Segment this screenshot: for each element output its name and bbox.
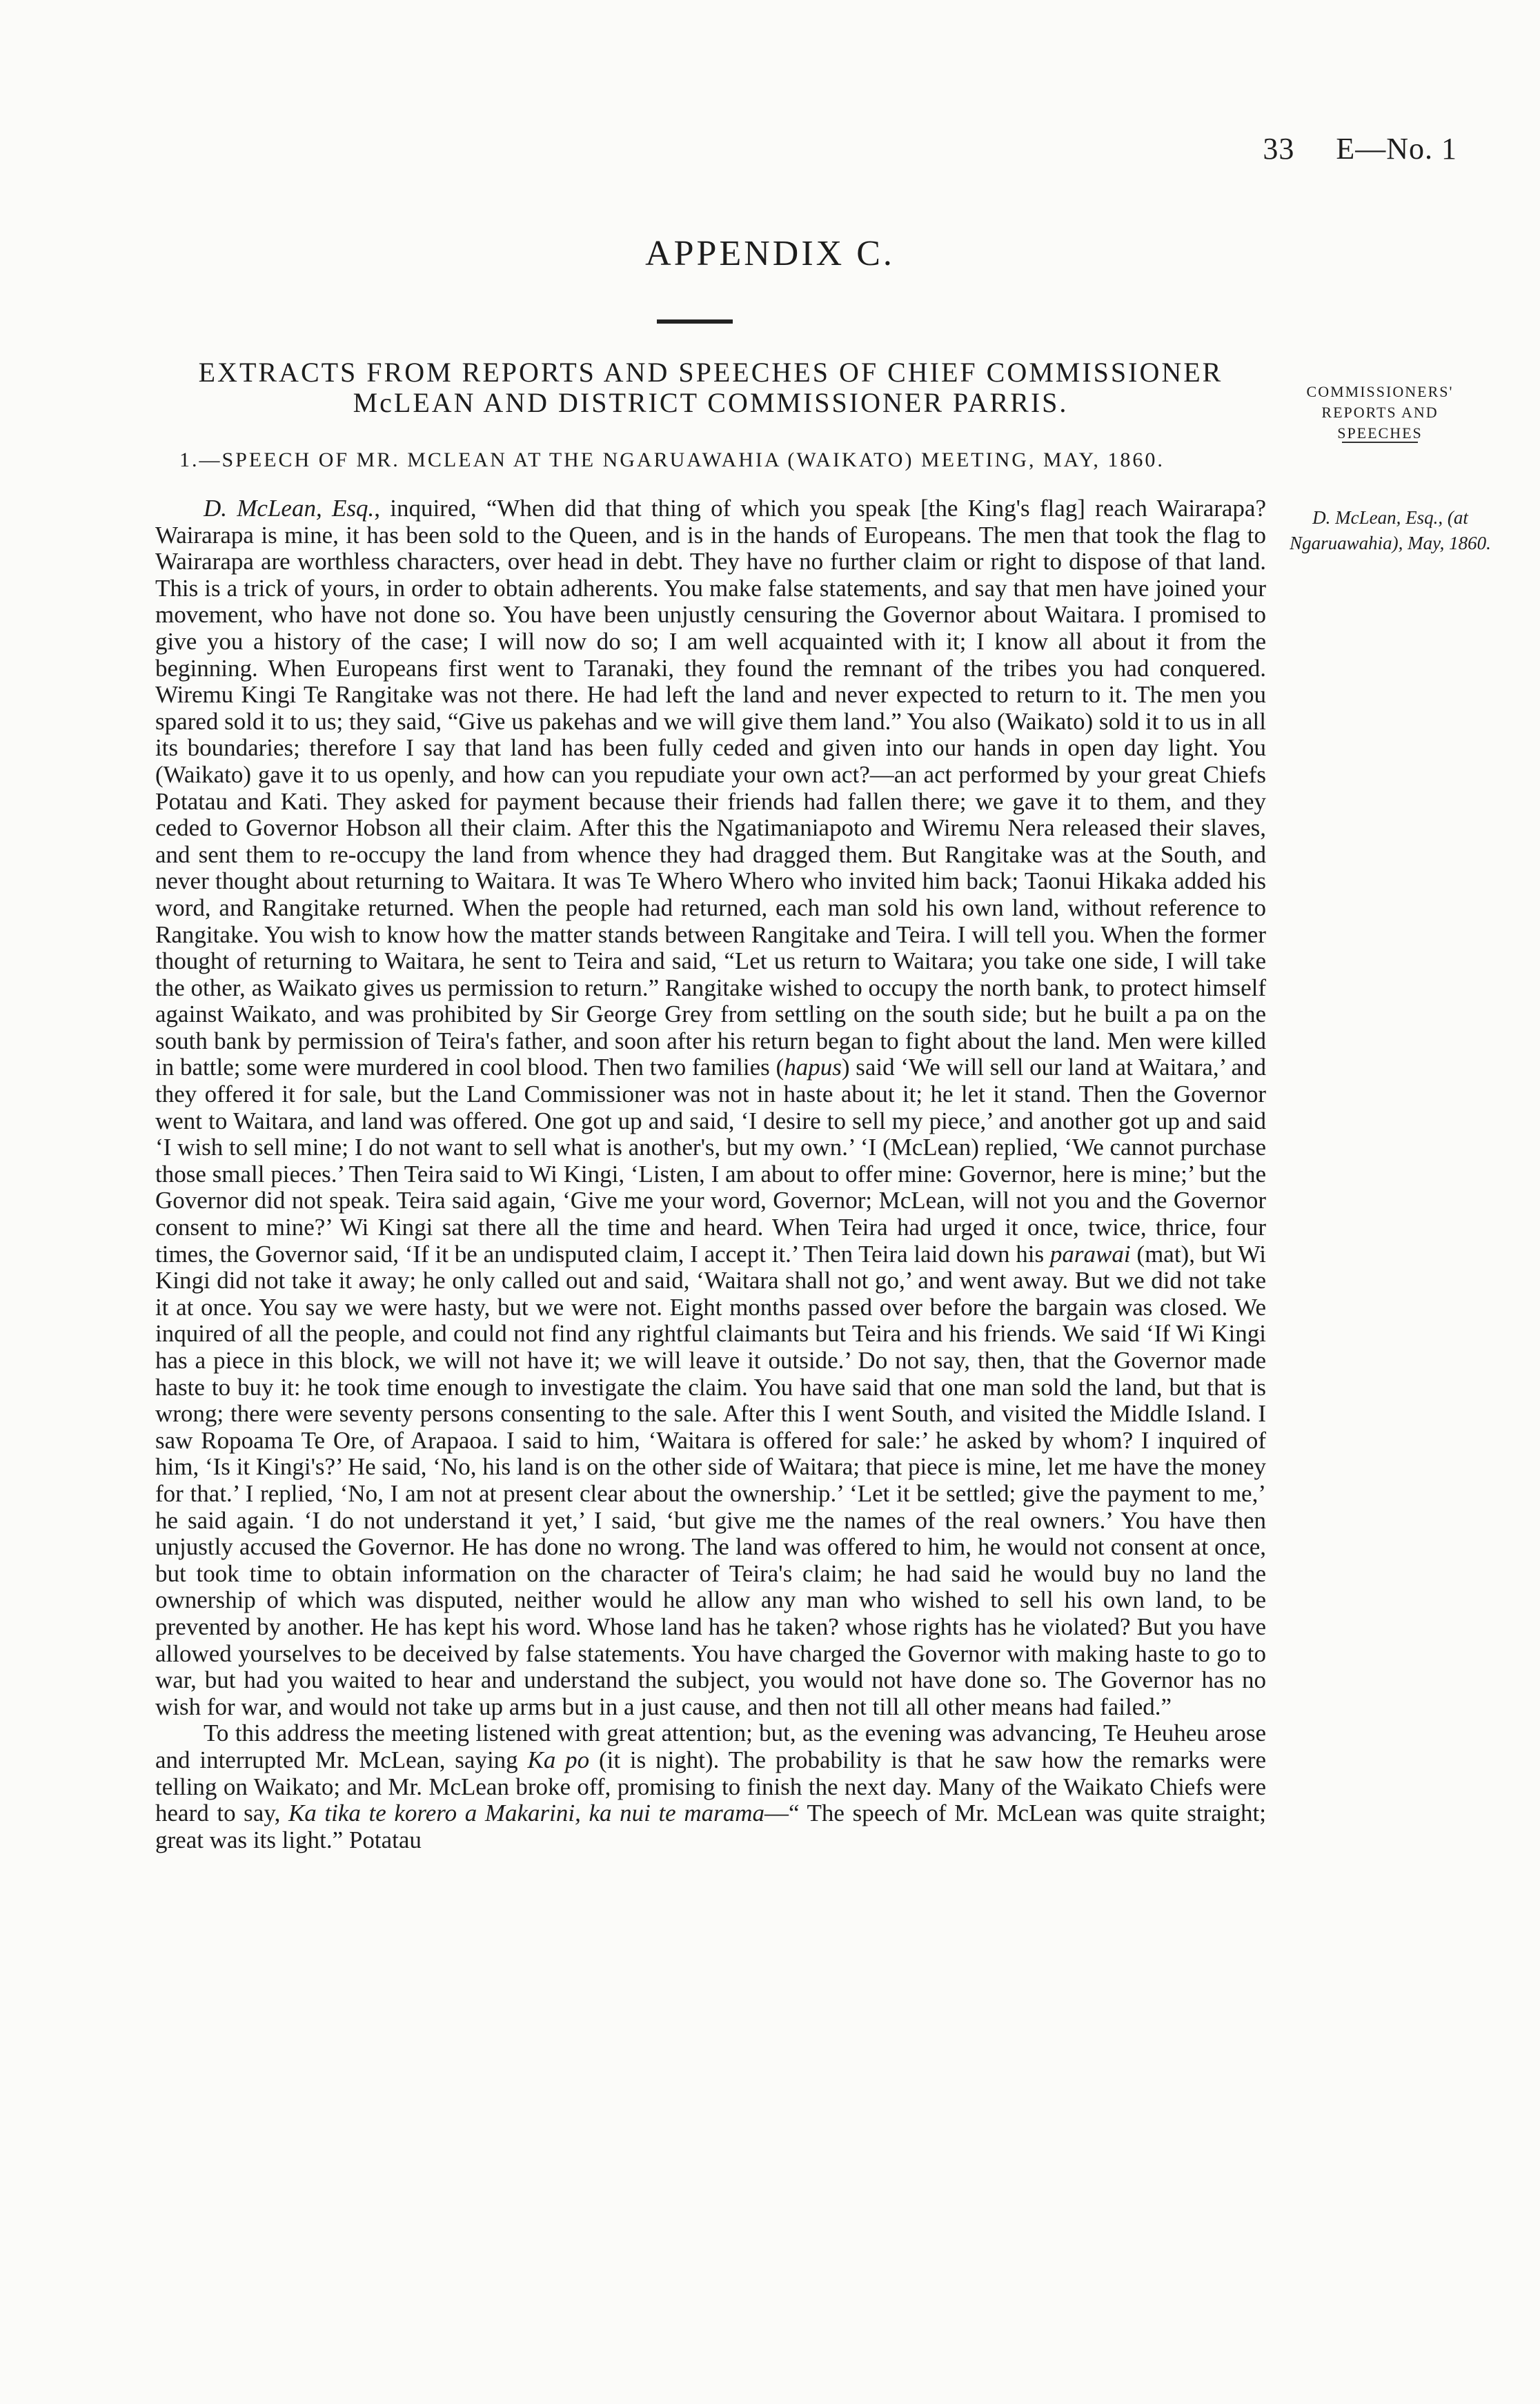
term-parawai: parawai — [1049, 1240, 1131, 1268]
side-heading-rule — [1342, 442, 1418, 443]
paragraph-2-text-c: —“ The speech of Mr. McLean was quite straight; great was its light.” Potatau — [155, 1800, 1266, 1853]
paragraph-2-text-a: To this address the meeting listened with great attention; but, as the evening was advancing, Te Heuheu arose and interrupted Mr. McLean, saying — [155, 1720, 1266, 1773]
maori-quote: Ka tika te korero a Makarini, ka nui te marama — [288, 1800, 765, 1827]
side-heading: COMMISSIONERS' REPORTS AND SPEECHES — [1306, 383, 1454, 442]
paragraph-1-text-b: ) said ‘We will sell our land at Waitara,’ and they offered it for sale, but the Land Commissioner was not in haste about it; he let it stand. Then the Governor went to Waitara, and land was offered. One got up and said, ‘I desire to sell my piece,’ and another got up and said ‘I wish to sell mine; I do not want to sell what is another's, but my own.’ ‘I (McLean) replied, ‘We cannot purchase those small pieces.’ Then Teira said to Wi Kingi, ‘Listen, I am about to offer mine: Governor, here is mine;’ but the Governor did not speak. Teira said again, ‘Give me your word, Governor; McLean, will not you and the Governor consent to mine?’ Wi Kingi sat there all the time and heard. When Teira had urged it once, twice, thrice, four times, the Governor said, ‘If it be an undisputed claim, I accept it.’ Then Teira laid down his — [155, 1054, 1266, 1268]
speaker-name: D. McLean, Esq. — [204, 495, 375, 522]
document-subheading: EXTRACTS FROM REPORTS AND SPEECHES OF CHIEF COMMISSIONER McLEAN AND DISTRICT COMMISSIONER PARRIS. — [198, 357, 1223, 418]
section-title: 1.—SPEECH OF MR. MCLEAN AT THE NGARUAWAHIA (WAIKATO) MEETING, MAY, 1860. — [179, 449, 1165, 471]
page-number: 33 — [1263, 132, 1295, 166]
margin-note: D. McLean, Esq., (at Ngaruawahia), May, 1860. — [1290, 507, 1491, 553]
paragraph-1-text-a: , inquired, “When did that thing of which you speak [the King's flag] reach Wairarapa? Wairarapa is mine, it has been sold to the Queen, and is in the hands of Europeans. The men that took the flag to Wairarapa are worthless characters, over head in debt. They have no further claim or right to dispose of that land. This is a trick of yours, in order to obtain adherents. You make false statements, and say that men have joined your movement, who have not done so. You have been unjustly censuring the Governor about Waitara. I promised to give you a history of the case; I will now do so; I am well acquainted with it; I know all about it from the beginning. When Europeans first went to Taranaki, they found the remnant of the tribes you had conquered. Wiremu Kingi Te Rangitake was not there. He had left the land and never expected to return to it. The men you spared sold it to us; they said, “Give us pakehas and we will give them land.” You also (Waikato) sold it to us in all its boundaries; therefore I say that land has been fully ceded and given into our hands in open day light. You (Waikato) gave it to us openly, and how can you repudiate your own act?—an act performed by your great Chiefs Potatau and Kati. They asked for payment because their friends had fallen there; we gave it to them, and they ceded to Governor Hobson all their claim. After this the Ngatimaniapoto and Wiremu Nera released their slaves, and sent them to re-occupy the land from whence they had dragged them. But Rangitake was at the South, and never thought about returning to Waitara. It was Te Whero Whero who invited him back; Taonui Hikaka added his word, and Rangitake returned. When the people had returned, each man sold his own land, without reference to Rangitake. You wish to know how the matter stands between Rangitake and Teira. I will tell you. When the former thought of returning to Waitara, he sent to Teira and said, “Let us return to Waitara; you take one side, I will take the other, as Waikato gives us permission to return.” Rangitake wished to occupy the north bank, to protect himself against Waikato, and was prohibited by Sir George Grey from settling on the south side; but he built a pa on the south bank by permission of Teira's father, and soon after his return began to fight about the land. Men were killed in battle; some were murdered in cool blood. Then two families ( — [155, 495, 1266, 1081]
page-header — [1221, 131, 1457, 166]
title-rule — [657, 319, 733, 324]
appendix-title: APPENDIX C. — [645, 234, 895, 273]
paragraph-1-text-c: (mat), but Wi Kingi did not take it away; he only called out and said, ‘Waitara shall not go,’ and went away. But we did not take it at once. You say we were hasty, but we were not. Eight months passed over before the bargain was closed. We inquired of all the people, and could not find any rightful claimants but Teira and his friends. We said ‘If Wi Kingi has a piece in this block, we will not have it; we will leave it outside.’ Do not say, then, that the Governor made haste to buy it: he took time enough to investigate the claim. You have said that one man sold the land, but that is wrong; there were seventy persons consenting to the sale. After this I went South, and visited the Middle Island. I saw Ropoama Te Ore, of Arapaoa. I said to him, ‘Waitara is offered for sale:’ he asked by whom? I inquired of him, ‘Is it Kingi's?’ He said, ‘No, his land is on the other side of Waitara; that piece is mine, let me have the money for that.’ I replied, ‘No, I am not at present clear about the ownership.’ ‘Let it be settled; give the payment to me,’ he said again. ‘I do not understand it yet,’ I said, ‘but give me the names of the real owners.’ You have then unjustly accused the Governor. He has done no wrong. The land was offered to him, he would not consent at once, but took time to obtain information on the character of Teira's claim; he had said he would buy no land the ownership of which was disputed, neither would he allow any man who wished to sell his own land, to be prevented by another. He has kept his word. Whose land has he taken? whose rights has he violated? But you have allowed yourselves to be deceived by false statements. You have charged the Governor with making haste to go to war, but had you waited to hear and understand the subject, you would not have done so. The Governor has no wish for war, and would not take up arms but in a just cause, and then not till all other means had failed.” — [155, 1240, 1267, 1720]
term-hapus: hapus — [784, 1054, 842, 1081]
paragraph-2 — [155, 1720, 1266, 1853]
body-text — [155, 495, 1266, 1853]
paragraph-1 — [155, 495, 1266, 1720]
paragraph-2-text-b: (it is night). The probability is that he saw how the remarks were telling on Waikato; and Mr. McLean broke off, promising to finish the next day. Many of the Waikato Chiefs were heard to say, — [155, 1746, 1266, 1827]
term-ka-po: Ka po — [527, 1746, 590, 1773]
paper-code: E—No. 1 — [1336, 132, 1457, 166]
